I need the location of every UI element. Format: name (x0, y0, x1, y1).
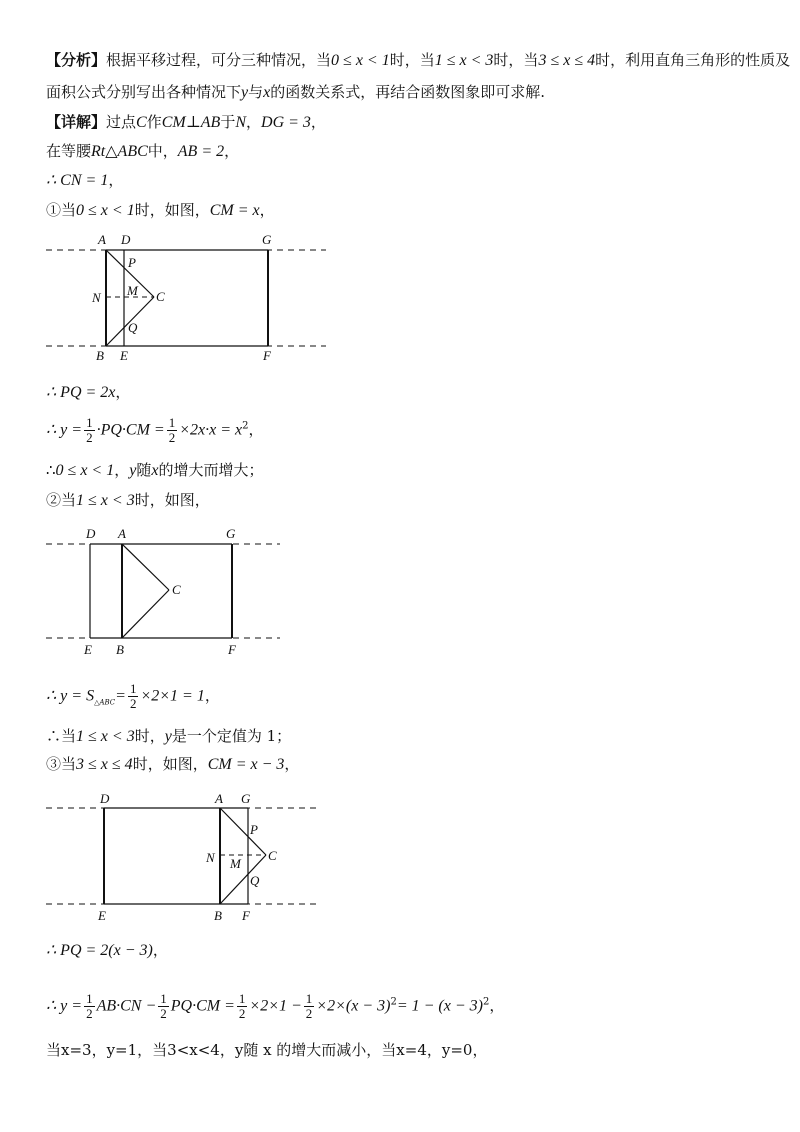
superscript: 2 (482, 996, 490, 1008)
frac-num: 1 (238, 991, 246, 1006)
analysis-tag: 【分析】 (46, 51, 107, 69)
case-text: ， (259, 201, 275, 219)
case-text: ∴ (46, 461, 56, 479)
detail-text: 过点 (106, 113, 137, 131)
frac-den: 2 (305, 1006, 313, 1021)
fig3-label-G: G (241, 791, 251, 806)
fraction (128, 682, 139, 711)
analysis-text: 时，当 (493, 51, 539, 69)
fig1-label-M: M (127, 283, 138, 298)
subscript: △ABC (94, 698, 116, 707)
frac-den: 2 (129, 696, 137, 711)
case1-heading (46, 200, 275, 221)
math-var: y (129, 462, 137, 479)
math-expr: ∴ PQ = 2x (46, 384, 116, 401)
figure-case-3 (46, 790, 336, 930)
fig2-label-D: D (86, 526, 96, 541)
fig2-label-A: A (118, 526, 126, 541)
math-expr: CM⊥AB (161, 114, 221, 131)
figure-case-1 (46, 230, 336, 370)
analysis-text: 与 (248, 83, 264, 101)
math-expr: ∴ PQ = 2(x − 3) (46, 942, 153, 959)
frac-num: 1 (305, 991, 313, 1006)
fig1-label-Q: Q (128, 320, 138, 335)
analysis-text: 根据平移过程，可分三种情况，当 (106, 51, 332, 69)
math-expr: ∴ y = S (46, 687, 95, 705)
case-text: 是一个定值为 1； (171, 727, 292, 745)
fig2-label-C: C (172, 582, 181, 597)
math-condition: 0 ≤ x < 1 (76, 202, 135, 219)
math-expr: = (115, 687, 126, 705)
frac-den: 2 (238, 1006, 246, 1021)
math-expr: PQ·CM = (170, 997, 235, 1015)
math-condition: 3 ≤ x ≤ 4 (538, 52, 596, 69)
fig3-label-E: E (98, 908, 106, 923)
case-text: ， (248, 420, 264, 439)
fig1-label-A: A (98, 232, 106, 247)
detail-text: ， (310, 113, 326, 131)
case2-formula (46, 682, 220, 713)
case-text: ， (204, 686, 220, 705)
fig3-label-A: A (215, 791, 223, 806)
detail-tag: 【详解】 (46, 113, 107, 131)
fraction (237, 992, 248, 1021)
fraction (304, 992, 315, 1021)
math-expr: ×2x·x = x (179, 421, 243, 439)
case1-pq (46, 382, 130, 403)
detail-text: 作 (146, 113, 162, 131)
detail-text: 在等腰 (46, 142, 92, 160)
math-expr: AB = 2 (177, 143, 225, 160)
fraction (158, 992, 169, 1021)
math-expr: CM = x − 3 (207, 756, 285, 773)
case-text: ， (152, 941, 168, 959)
fig1-label-C: C (156, 289, 165, 304)
case3-pq (46, 940, 168, 961)
math-expr: Rt△ABC (91, 143, 148, 160)
case-text: 时，如图， (132, 755, 208, 773)
analysis-text: 面积公式分别写出各种情况下 (46, 83, 242, 101)
figure-case-2 (46, 524, 336, 664)
final-line (46, 1040, 487, 1060)
case2-conclusion (46, 726, 291, 747)
frac-num: 1 (86, 415, 93, 430)
math-condition: 0 ≤ x < 1 (331, 52, 390, 69)
math-var: C (136, 114, 147, 131)
fig1-label-D: D (121, 232, 131, 247)
analysis-line-2 (46, 82, 545, 103)
case-text: 时，如图， (134, 201, 210, 219)
case3-heading (46, 754, 299, 775)
math-expr: AB·CN − (96, 997, 157, 1015)
math-var: x (263, 84, 271, 101)
analysis-text: 时，当 (389, 51, 435, 69)
fig3-label-Q: Q (250, 873, 260, 888)
math-condition: 1 ≤ x < 3 (434, 52, 494, 69)
detail-text: 于 (220, 113, 236, 131)
analysis-text: 的函数关系式，再结合函数图象即可求解. (270, 83, 546, 101)
fig3-label-D: D (100, 791, 110, 806)
frac-num: 1 (168, 415, 176, 430)
math-condition: 0 ≤ x < 1 (55, 462, 115, 479)
case1-formula (46, 416, 264, 445)
frac-num: 1 (86, 991, 93, 1006)
math-expr: ∴ y = (46, 997, 83, 1015)
fig1-label-N: N (92, 290, 101, 305)
math-condition: 1 ≤ x < 3 (76, 492, 135, 509)
detail-line-1 (46, 112, 326, 133)
math-expr: ×2×1 = 1 (140, 687, 205, 705)
math-condition: 3 ≤ x ≤ 4 (76, 756, 133, 773)
fig2-label-E: E (84, 642, 92, 657)
fig3-label-B: B (214, 908, 222, 923)
detail-text: ， (108, 171, 124, 189)
frac-den: 2 (160, 1006, 167, 1021)
math-var: N (235, 114, 246, 131)
math-expr: ×2×(x − 3) (316, 997, 391, 1015)
case-text: ， (489, 996, 505, 1015)
case1-conclusion (46, 460, 264, 481)
math-expr: ×2×1 − (249, 997, 302, 1015)
case-text: 的增大而增大； (158, 461, 264, 479)
fig1-label-F: F (263, 348, 271, 363)
fig3-label-C: C (268, 848, 277, 863)
math-condition: 1 ≤ x < 3 (76, 728, 135, 745)
fraction (167, 416, 178, 445)
fraction (84, 416, 95, 445)
fig1-label-G: G (262, 232, 272, 247)
fig3-label-F: F (242, 908, 250, 923)
frac-den: 2 (168, 430, 176, 445)
analysis-text: 时，利用直角三角形的性质及 (595, 51, 791, 69)
case-label: ②当 (46, 491, 77, 509)
fig2-label-B: B (116, 642, 124, 657)
frac-den: 2 (86, 1006, 93, 1021)
analysis-line-1 (46, 50, 790, 71)
math-var: x (151, 462, 159, 479)
case-text: 随 (136, 461, 152, 479)
case-label: ③当 (46, 755, 77, 773)
frac-num: 1 (160, 991, 167, 1006)
fraction (84, 992, 95, 1021)
math-expr: CM = x (209, 202, 260, 219)
detail-text: ， (246, 113, 262, 131)
case2-heading (46, 490, 210, 511)
detail-line-2 (46, 141, 239, 162)
fig1-label-E: E (120, 348, 128, 363)
fig3-label-M: M (230, 856, 241, 871)
math-expr: DG = 3 (261, 114, 311, 131)
case-text: ， (115, 383, 131, 401)
frac-den: 2 (86, 430, 93, 445)
case-text: ， (284, 755, 300, 773)
math-expr: ·PQ·CM = (96, 421, 165, 439)
detail-text: ， (224, 142, 240, 160)
case-text: ， (114, 461, 130, 479)
case-label: ①当 (46, 201, 77, 219)
math-expr: ∴ y = (46, 421, 83, 439)
case-text: 时， (134, 727, 165, 745)
fig3-label-N: N (206, 850, 215, 865)
math-var: y (164, 728, 172, 745)
math-var: y (241, 84, 249, 101)
math-expr: = 1 − (x − 3) (396, 997, 483, 1015)
superscript: 2 (242, 420, 249, 432)
case3-formula (46, 992, 504, 1021)
fig1-label-B: B (96, 348, 104, 363)
detail-line-3 (46, 170, 123, 191)
math-expr: ∴ CN = 1 (46, 172, 109, 189)
fig2-label-F: F (228, 642, 236, 657)
fig2-label-G: G (226, 526, 236, 541)
case-text: 时，如图， (134, 491, 210, 509)
final-text: 当x=3，y=1，当3<x<4，y随 x 的增大而减小，当x=4，y=0， (46, 1041, 488, 1059)
fig3-label-P: P (250, 822, 258, 837)
case-text: ∴当 (46, 727, 77, 745)
fig1-label-P: P (128, 255, 136, 270)
frac-num: 1 (129, 681, 137, 696)
superscript: 2 (390, 996, 397, 1008)
detail-text: 中， (147, 142, 178, 160)
